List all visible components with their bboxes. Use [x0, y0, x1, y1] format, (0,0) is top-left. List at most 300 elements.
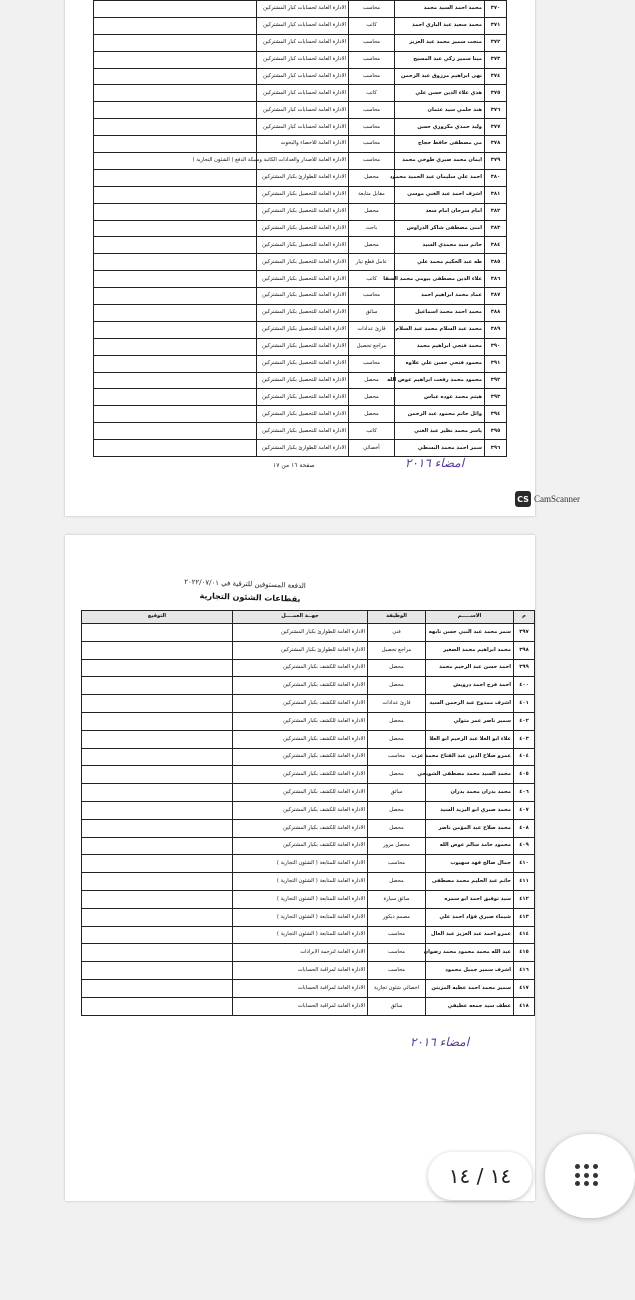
job-title: محاسب	[368, 962, 426, 980]
row-number: ٣٨٤	[485, 237, 507, 254]
job-title: محاسب	[349, 288, 395, 305]
signature-cell	[94, 119, 257, 136]
job-title: محصل	[349, 169, 395, 186]
employee-name: علاء ابو العلا عبد الرحيم ابو العلا	[426, 730, 514, 748]
signature-cell	[94, 186, 257, 203]
row-number: ٣٧٩	[485, 153, 507, 170]
camscanner-logo-icon: CS	[515, 491, 531, 507]
department: الادارة العامة للتحصيل بكبار المشتركين	[257, 237, 349, 254]
job-title: كاتب	[349, 423, 395, 440]
employee-name: هيثم محمد عوده عباس	[395, 389, 485, 406]
department: الادارة العامة للمتابعة ( الشئون التجارية )	[233, 855, 368, 873]
row-number: ٣٨٥	[485, 254, 507, 271]
job-title: فني	[368, 624, 426, 642]
table-row	[82, 801, 535, 819]
job-title: باحث	[349, 220, 395, 237]
department: الادارة العامة لمراقبة الحسابات	[233, 997, 368, 1015]
table-row	[94, 203, 507, 220]
employee-name: عمرو صلاح الدين عبد الفتاح محمد عزب	[426, 748, 514, 766]
table-row	[94, 271, 507, 288]
signature-cell	[82, 784, 233, 802]
table-row	[82, 766, 535, 784]
row-number: ٣٩٠	[485, 338, 507, 355]
employee-name: عبد الله محمد محمود محمد رضوان	[426, 944, 514, 962]
signature-cell	[82, 873, 233, 891]
employee-name: محمود فتحي حسن علي علاوه	[395, 355, 485, 372]
table-row	[94, 305, 507, 322]
table-row	[94, 51, 507, 68]
department: الادارة العامة لمراقبة الحسابات	[233, 979, 368, 997]
job-title: محاسب	[368, 855, 426, 873]
department: الادارة العامة للتحصيل بكبار المشتركين	[257, 220, 349, 237]
job-title: محاسب	[368, 748, 426, 766]
employee-name: حاتم سيد محمدي السيد	[395, 237, 485, 254]
job-title: قارئ عدادات	[349, 321, 395, 338]
job-title: محصل	[349, 389, 395, 406]
table-row	[82, 784, 535, 802]
employee-name: سيد توفيق احمد ابو سمره	[426, 890, 514, 908]
employee-name: سمير ناصر عمر متولي	[426, 712, 514, 730]
employee-name: سمير محمد احمد عطيه المزيتن	[426, 979, 514, 997]
employee-name: محمد سعيد عبد الباري احمد	[395, 17, 485, 34]
department: الادارة العامة للكشف بكبار المشتركين	[233, 819, 368, 837]
row-number: ٣٨٢	[485, 203, 507, 220]
row-number: ٣٧٧	[485, 119, 507, 136]
job-title: محصل	[349, 406, 395, 423]
signature-cell	[94, 220, 257, 237]
job-title: محاسب	[349, 153, 395, 170]
table-row	[94, 34, 507, 51]
signature-cell	[82, 641, 233, 659]
row-number: ٣٩٢	[485, 372, 507, 389]
job-title: عامل قطع تيار	[349, 254, 395, 271]
row-number: ٣٧٨	[485, 136, 507, 153]
table-row	[82, 659, 535, 677]
table-row	[94, 288, 507, 305]
job-title: محصل	[368, 801, 426, 819]
table-row	[94, 220, 507, 237]
employees-table-page-2	[81, 610, 535, 1016]
signature-cell	[82, 944, 233, 962]
department: الادارة العامة للكشف بكبار المشتركين	[233, 784, 368, 802]
employee-name: محمد احمد محمد اسماعيل	[395, 305, 485, 322]
employee-name: طه عبد الحكيم محمد علي	[395, 254, 485, 271]
signature-page-2: امضاء ٢٠١٦	[410, 1035, 470, 1049]
employee-name: شيماء صبري فؤاد احمد علي	[426, 908, 514, 926]
header-job: الوظيفة	[368, 611, 426, 624]
department: الادارة العامة للتحصيل بكبار المشتركين	[257, 305, 349, 322]
table-row	[82, 890, 535, 908]
table-row	[82, 695, 535, 713]
employee-name: منحت سمير محمد عبد العزيز	[395, 34, 485, 51]
job-title: محصل	[368, 677, 426, 695]
job-title: محاسب	[349, 136, 395, 153]
signature-cell	[82, 979, 233, 997]
header-signature: التوقيع	[82, 611, 233, 624]
employee-name: عطف سيد جمعه عطيفي	[426, 997, 514, 1015]
table-row	[82, 926, 535, 944]
job-title: محصل	[349, 372, 395, 389]
employee-name: محمد فتحي ابراهيم محمد	[395, 338, 485, 355]
apps-grid-icon	[575, 1164, 597, 1188]
employee-name: محمد ابراهيم محمد الصغير	[426, 641, 514, 659]
signature-cell	[82, 819, 233, 837]
employee-name: هند حلمي سيد عثمان	[395, 102, 485, 119]
row-number: ٣٧٣	[485, 51, 507, 68]
table-row	[94, 254, 507, 271]
signature-cell	[94, 389, 257, 406]
row-number: ٣٩٧	[514, 624, 535, 642]
table-row	[94, 237, 507, 254]
page-indicator[interactable]: ١٤ / ١٤	[428, 1152, 532, 1200]
row-number: ٤١٧	[514, 979, 535, 997]
document-title: الدفعة المستوفين للترقية في ٢٠٢٢/٠٧/٠١	[184, 577, 306, 591]
row-number: ٤٠٤	[514, 748, 535, 766]
department: الادارة العامة لترجمة الايرادات	[233, 944, 368, 962]
job-title: كاتب	[349, 85, 395, 102]
signature-cell	[82, 890, 233, 908]
job-title: محصل	[349, 237, 395, 254]
row-number: ٤٠١	[514, 695, 535, 713]
signature-cell	[82, 730, 233, 748]
department: الادارة العامة للتحصيل بكبار المشتركين	[257, 288, 349, 305]
department: الادارة العامة للمتابعة ( الشئون التجارية )	[233, 908, 368, 926]
employee-name: سمر محمد عبد النبي حسن نابهه	[426, 624, 514, 642]
department: الادارة العامة للاحصاء والبحوث	[257, 136, 349, 153]
table-row	[94, 17, 507, 34]
job-title: كاتب	[349, 271, 395, 288]
table-row	[94, 119, 507, 136]
row-number: ٤٠٥	[514, 766, 535, 784]
row-number: ٣٨٣	[485, 220, 507, 237]
signature-cell	[82, 801, 233, 819]
row-number: ٤٠٩	[514, 837, 535, 855]
table-row	[94, 102, 507, 119]
row-number: ٣٩٣	[485, 389, 507, 406]
employee-name: محمد صبري ابو اليزيد السيد	[426, 801, 514, 819]
table-row	[82, 819, 535, 837]
row-number: ٣٧٦	[485, 102, 507, 119]
signature-cell	[82, 624, 233, 642]
signature-cell	[94, 355, 257, 372]
row-number: ٣٧٥	[485, 85, 507, 102]
table-row	[94, 338, 507, 355]
table-row	[82, 979, 535, 997]
employee-name: مينا سمير زكي عبد المسيح	[395, 51, 485, 68]
signature-cell	[94, 136, 257, 153]
job-title: محاسب	[368, 926, 426, 944]
department: الادارة العامة للمتابعة ( الشئون التجارية )	[233, 890, 368, 908]
job-title: محاسب	[349, 51, 395, 68]
job-title: سائق	[349, 305, 395, 322]
employee-name: اشرف ممدوح عبد الرحمن السيد	[426, 695, 514, 713]
department: الادارة العامة للتحصيل بكبار المشتركين	[257, 389, 349, 406]
employees-table-page-1	[93, 0, 507, 457]
signature-cell	[94, 203, 257, 220]
job-title: محاسب	[349, 355, 395, 372]
job-title: محصل	[368, 766, 426, 784]
table-row	[94, 389, 507, 406]
table-row	[82, 962, 535, 980]
apps-grid-button[interactable]	[545, 1134, 635, 1218]
department: الادارة العامة للتحصيل بكبار المشتركين	[257, 338, 349, 355]
job-title: محصل	[368, 712, 426, 730]
signature-cell	[82, 677, 233, 695]
employee-name: اشرف احمد عبد الغني موسى	[395, 186, 485, 203]
department: الادارة العامة لحسابات كبار المشتركين	[257, 85, 349, 102]
job-title: مراجع تحصيل	[368, 641, 426, 659]
row-number: ٣٨٠	[485, 169, 507, 186]
signature-cell	[82, 855, 233, 873]
row-number: ٤١١	[514, 873, 535, 891]
department: الادارة العامة للطوارئ بكبار المشتركين	[233, 624, 368, 642]
row-number: ٤٠٢	[514, 712, 535, 730]
department: الادارة العامة لمراقبة الحسابات	[233, 962, 368, 980]
employee-name: عماد محمد ابراهيم احمد	[395, 288, 485, 305]
department: الادارة العامة لحسابات كبار المشتركين	[257, 51, 349, 68]
signature-cell	[94, 271, 257, 288]
department: الادارة العامة للتحصيل بكبار المشتركين	[257, 355, 349, 372]
signature-cell	[94, 1, 257, 18]
job-title: سائق	[368, 784, 426, 802]
row-number: ٣٧٤	[485, 68, 507, 85]
job-title: مراجع تحصيل	[349, 338, 395, 355]
employee-name: اشرف سمير جميل محمود	[426, 962, 514, 980]
job-title: مصمم ديكور	[368, 908, 426, 926]
table-row	[82, 855, 535, 873]
signature-cell	[94, 17, 257, 34]
signature-cell	[82, 997, 233, 1015]
job-title: محاسب	[368, 944, 426, 962]
table-row	[82, 748, 535, 766]
employee-name: محمد احمد السيد محمد	[395, 1, 485, 18]
job-title: محصل	[349, 203, 395, 220]
signature-cell	[82, 908, 233, 926]
table-row	[94, 85, 507, 102]
table-row	[94, 153, 507, 170]
signature-cell	[82, 926, 233, 944]
department: الادارة العامة للكشف بكبار المشتركين	[233, 748, 368, 766]
row-number: ٣٨٦	[485, 271, 507, 288]
header-name: الاســـــم	[426, 611, 514, 624]
employee-name: محمد السيد محمد مصطفى الشويحي	[426, 766, 514, 784]
employee-name: عمرو احمد عبد العزيز عبد العال	[426, 926, 514, 944]
document-page-1	[65, 0, 580, 516]
signature-cell	[94, 102, 257, 119]
table-row	[94, 1, 507, 18]
signature-cell	[82, 659, 233, 677]
department: الادارة العامة لحسابات كبار المشتركين	[257, 17, 349, 34]
employee-name: حاتم عبد الحليم محمد مصطفى	[426, 873, 514, 891]
table-header-row	[82, 611, 535, 624]
table-row	[82, 997, 535, 1015]
table-row	[82, 730, 535, 748]
job-title: محاسب	[349, 68, 395, 85]
row-number: ٣٩٥	[485, 423, 507, 440]
row-number: ٣٩١	[485, 355, 507, 372]
table-row	[94, 355, 507, 372]
table-row	[94, 423, 507, 440]
row-number: ٤١٢	[514, 890, 535, 908]
job-title: محاسب	[349, 102, 395, 119]
signature-cell	[94, 406, 257, 423]
table-row	[94, 186, 507, 203]
job-title: مقابل متابعة	[349, 186, 395, 203]
job-title: سائق سيارة	[368, 890, 426, 908]
employee-name: امنى مصطفى شاكر الدراوس	[395, 220, 485, 237]
table-row	[82, 677, 535, 695]
row-number: ٤١٠	[514, 855, 535, 873]
job-title: محاسب	[349, 119, 395, 136]
employee-name: محمد بدران محمد بدران	[426, 784, 514, 802]
employee-name: محمود محمد رفعت ابراهيم عوض الله	[395, 372, 485, 389]
table-row	[94, 406, 507, 423]
row-number: ٣٨٨	[485, 305, 507, 322]
department: الادارة العامة لحسابات كبار المشتركين	[257, 1, 349, 18]
page-footer: صفحة ١٦ من ١٧	[273, 462, 315, 469]
employee-name: مي مصطفى حافظ حجاج	[395, 136, 485, 153]
job-title: محصل	[368, 730, 426, 748]
row-number: ٣٩٤	[485, 406, 507, 423]
signature-cell	[94, 288, 257, 305]
employee-name: محمد عبد السلام محمد عبد السلام	[395, 321, 485, 338]
signature-cell	[94, 423, 257, 440]
employee-name: محمود حامد سالم عوض الله	[426, 837, 514, 855]
employee-name: نهى ابراهيم مرزوق عبد الرحمن	[395, 68, 485, 85]
department: الادارة العامة للمتابعة ( الشئون التجارية )	[233, 926, 368, 944]
job-title: محصل	[368, 819, 426, 837]
signature-cell	[94, 440, 257, 457]
department: الادارة العامة للتحصيل بكبار المشتركين	[257, 254, 349, 271]
department: الادارة العامة للكشف بكبار المشتركين	[233, 766, 368, 784]
department: الادارة العامة للتحصيل بكبار المشتركين	[257, 271, 349, 288]
table-row	[94, 136, 507, 153]
signature-cell	[94, 237, 257, 254]
employee-name: امام سرحان امام سعد	[395, 203, 485, 220]
employee-name: هدي علاء الدين حسن علي	[395, 85, 485, 102]
employee-name: وائل حاتم محمود عبد الرحمن	[395, 406, 485, 423]
department: الادارة العامة للتحصيل بكبار المشتركين	[257, 321, 349, 338]
row-number: ٣٩٦	[485, 440, 507, 457]
signature-cell	[82, 748, 233, 766]
department: الادارة العامة للطوارئ بكبار المشتركين	[257, 169, 349, 186]
row-number: ٣٩٨	[514, 641, 535, 659]
department: الادارة العامة لحسابات كبار المشتركين	[257, 68, 349, 85]
employee-name: ايمان محمد صبري طوخي محمد	[395, 153, 485, 170]
row-number: ٤١٥	[514, 944, 535, 962]
department: الادارة العامة لحسابات كبار المشتركين	[257, 34, 349, 51]
signature-cell	[94, 321, 257, 338]
job-title: محاسب	[349, 1, 395, 18]
job-title: محاسب	[349, 34, 395, 51]
signature-cell	[94, 169, 257, 186]
row-number: ٤١٨	[514, 997, 535, 1015]
signature-cell	[82, 837, 233, 855]
department: الادارة العامة للكشف بكبار المشتركين	[233, 837, 368, 855]
employee-name: احمد علي سليمان عبد الحميد محمود	[395, 169, 485, 186]
department: الادارة العامة للكشف بكبار المشتركين	[233, 801, 368, 819]
table-row	[94, 372, 507, 389]
table-row	[82, 837, 535, 855]
table-row	[94, 68, 507, 85]
signature-cell	[94, 34, 257, 51]
row-number: ٤٠٧	[514, 801, 535, 819]
camscanner-label: CamScanner	[534, 494, 580, 504]
row-number: ٤١٤	[514, 926, 535, 944]
employee-name: سمر احمد محمد البسطي	[395, 440, 485, 457]
table-row	[94, 169, 507, 186]
signature-cell	[94, 372, 257, 389]
signature-cell	[82, 695, 233, 713]
department: الادارة العامة للتحصيل بكبار المشتركين	[257, 203, 349, 220]
row-number: ٣٨٧	[485, 288, 507, 305]
camscanner-watermark	[515, 491, 580, 507]
job-title: قارئ عدادات	[368, 695, 426, 713]
department: الادارة العامة للطوارئ بكبار المشتركين	[257, 440, 349, 457]
job-title: محصل مرور	[368, 837, 426, 855]
table-row	[82, 944, 535, 962]
signature-cell	[94, 305, 257, 322]
signature-cell	[82, 766, 233, 784]
employee-name: احمد حسن عبد الرحيم محمد	[426, 659, 514, 677]
signature-cell	[94, 254, 257, 271]
job-title: سائق	[368, 997, 426, 1015]
row-number: ٣٧١	[485, 17, 507, 34]
employee-name: علاء الدين مصطفى بيومي محمد السقا	[395, 271, 485, 288]
department: الادارة العامة للكشف بكبار المشتركين	[233, 659, 368, 677]
department: الادارة العامة لحسابات كبار المشتركين	[257, 102, 349, 119]
department: الادارة العامة للطوارئ بكبار المشتركين	[233, 641, 368, 659]
table-row	[82, 873, 535, 891]
signature-cell	[82, 712, 233, 730]
header-num: م	[514, 611, 535, 624]
department: الادارة العامة للاصدار والعدادات الكاتبة وسبكة الدفع ( الشئون التجارية )	[257, 153, 349, 170]
table-row	[82, 908, 535, 926]
row-number: ٣٩٩	[514, 659, 535, 677]
department: الادارة العامة للكشف بكبار المشتركين	[233, 695, 368, 713]
employee-name: ياسر محمد نظير عبد الغني	[395, 423, 485, 440]
row-number: ٤١٣	[514, 908, 535, 926]
department: الادارة العامة للكشف بكبار المشتركين	[233, 677, 368, 695]
table-row	[82, 641, 535, 659]
table-row	[82, 624, 535, 642]
job-title: أخصائي	[349, 440, 395, 457]
signature-cell	[94, 85, 257, 102]
row-number: ٤٠٣	[514, 730, 535, 748]
job-title: اخصائي شئون تجارية	[368, 979, 426, 997]
employee-name: احمد فرج احمد درويش	[426, 677, 514, 695]
job-title: محصل	[368, 873, 426, 891]
signature-cell	[94, 68, 257, 85]
department: الادارة العامة للكشف بكبار المشتركين	[233, 730, 368, 748]
employee-name: جمال صالح فهد سهيوب	[426, 855, 514, 873]
table-row	[94, 440, 507, 457]
signature-cell	[94, 338, 257, 355]
signature-page-1: امضاء ٢٠١٦	[405, 456, 465, 470]
document-subtitle: بقطاعات الشئون التجارية	[199, 591, 301, 604]
job-title: محصل	[368, 659, 426, 677]
signature-cell	[94, 51, 257, 68]
row-number: ٣٧٢	[485, 34, 507, 51]
department: الادارة العامة للكشف بكبار المشتركين	[233, 712, 368, 730]
department: الادارة العامة لحسابات كبار المشتركين	[257, 119, 349, 136]
job-title: كاتب	[349, 17, 395, 34]
row-number: ٣٨٩	[485, 321, 507, 338]
row-number: ٣٨١	[485, 186, 507, 203]
employee-name: وليد حمدي مكروري حسن	[395, 119, 485, 136]
department: الادارة العامة للتحصيل بكبار المشتركين	[257, 372, 349, 389]
row-number: ٣٧٠	[485, 1, 507, 18]
